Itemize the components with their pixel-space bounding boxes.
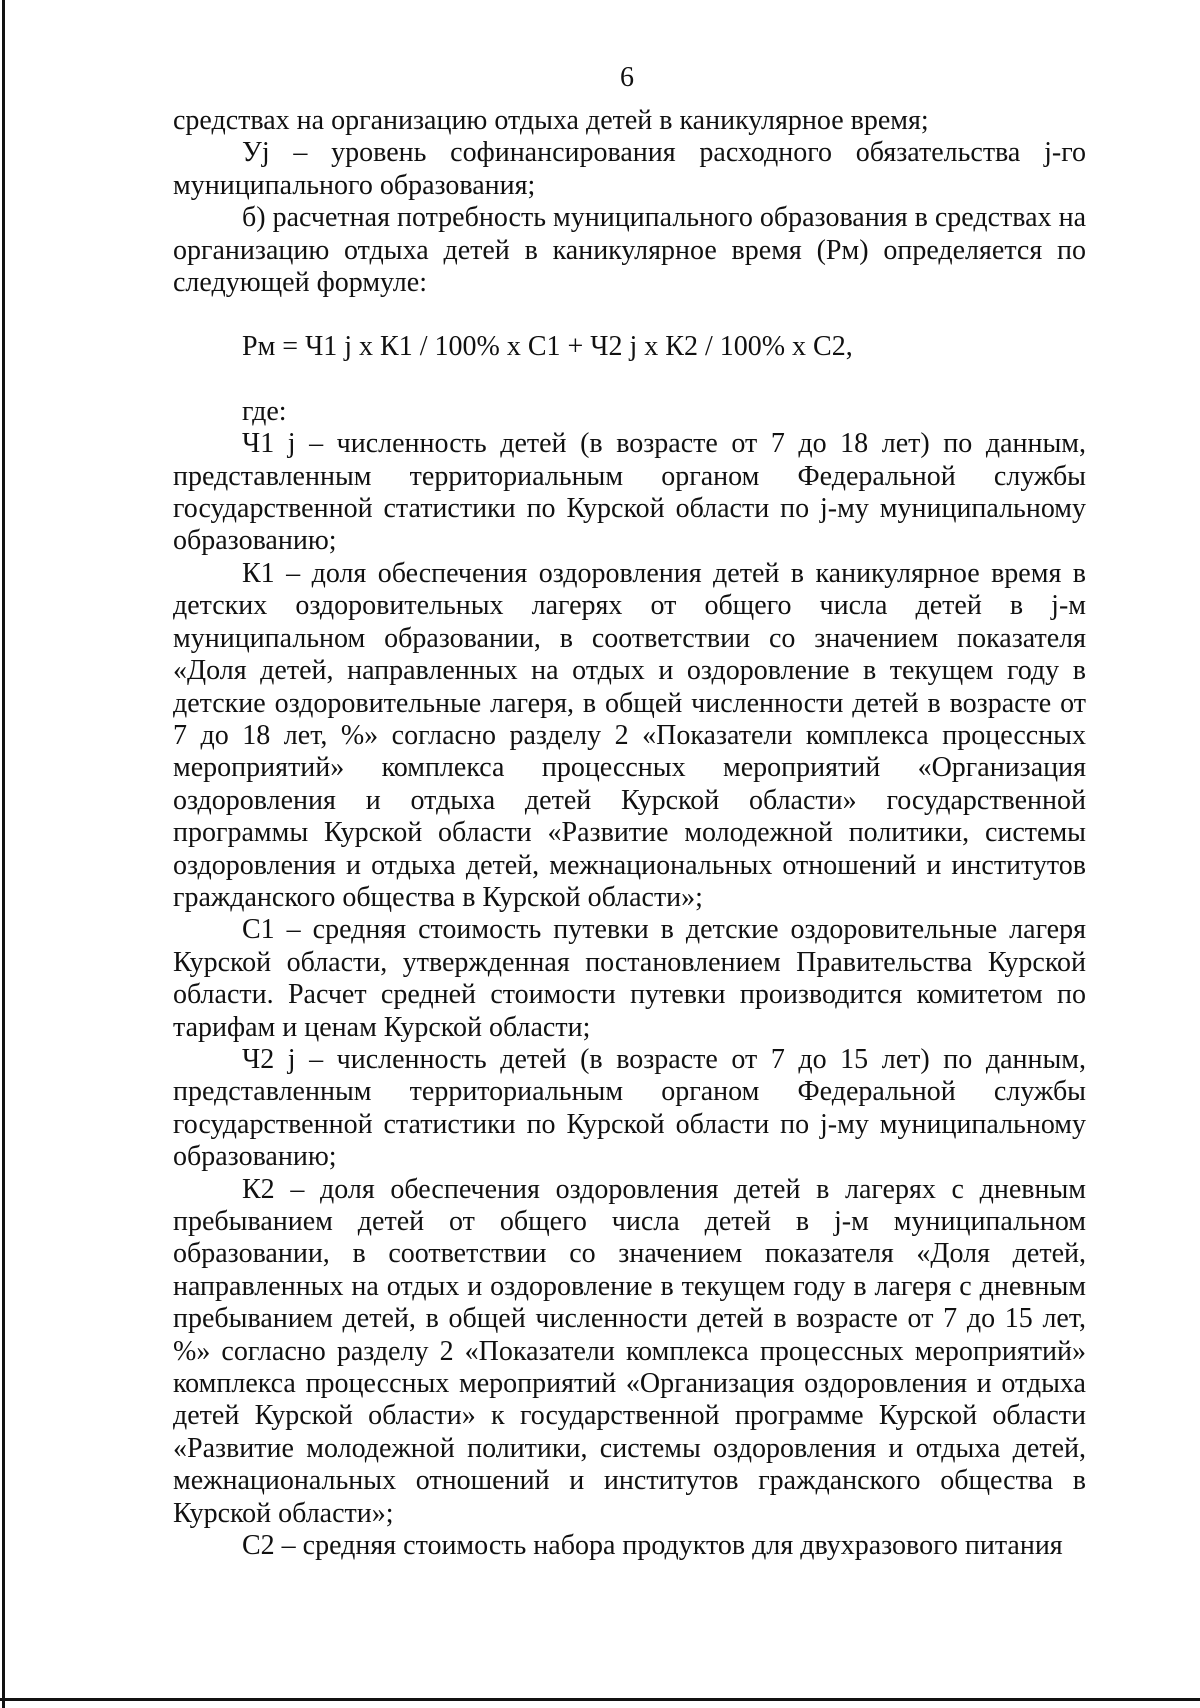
paragraph-k1-definition: К1 – доля обеспечения оздоровления детей в каникулярное время в детских оздоровительных лагерях от общего числа детей в j-м муниципальном образовании, в соответствии со значением показателя «Доля детей, направленных на отдых и оздоровление в текущем году в детские оздоровительные лагеря, в общей численности детей в возрасте от 7 до 18 лет, %» согласно разделу 2 «Показатели комплекса процессных мероприятий» комплекса процессных мероприятий «Организация оздоровления и отдыха детей Курской области» государственной программы Курской области «Развитие молодежной политики, системы оздоровления и отдыха детей, межнациональных отношений и институтов гражданского общества в Курской области»; — [173, 557, 1086, 913]
document-body — [173, 105, 1086, 1562]
page-number: 6 — [620, 62, 634, 93]
paragraph-c2-definition: С2 – средняя стоимость набора продуктов для двухразового питания — [242, 1530, 1063, 1562]
paragraph-continuation: средствах на организацию отдыха детей в каникулярное время; — [173, 105, 929, 136]
formula: Рм = Ч1 j х К1 / 100% х С1 + Ч2 j х К2 / 100% х С2, — [242, 331, 853, 363]
paragraph-ch1-definition: Ч1 j – численность детей (в возрасте от 7 до 18 лет) по данным, представленным территориальным органом Федеральной службы государственной статистики по Курской области по j-му муниципальному образованию; — [173, 428, 1086, 557]
paragraph-where: где: — [242, 395, 287, 427]
scan-left-border — [2, 0, 5, 1708]
paragraph-c1-definition: С1 – средняя стоимость путевки в детские оздоровительные лагеря Курской области, утвержденная постановлением Правительства Курской области. Расчет средней стоимости путевки производится комитетом по тарифам и ценам Курской области; — [173, 914, 1086, 1043]
paragraph-k2-definition: К2 – доля обеспечения оздоровления детей в лагерях с дневным пребыванием детей от общего числа детей в j-м муниципальном образовании, в соответствии со значением показателя «Доля детей, направленных на отдых и оздоровление в текущем году в лагеря с дневным пребыванием детей, в общей численности детей в возрасте от 7 до 15 лет, %» согласно разделу 2 «Показатели комплекса процессных мероприятий» комплекса процессных мероприятий «Организация оздоровления и отдыха детей Курской области» к государственной программе Курской области «Развитие молодежной политики, системы оздоровления и отдыха детей, межнациональных отношений и институтов гражданского общества в Курской области»; — [173, 1173, 1086, 1529]
paragraph-ch2-definition: Ч2 j – численность детей (в возрасте от 7 до 15 лет) по данным, представленным территориальным органом Федеральной службы государственной статистики по Курской области по j-му муниципальному образованию; — [173, 1043, 1086, 1173]
scan-bottom-border — [0, 1698, 1200, 1701]
paragraph-rm-intro: б) расчетная потребность муниципального образования в средствах на организацию отдыха детей в каникулярное время (Рм) определяется по следующей формуле: — [173, 202, 1086, 299]
paragraph-uj-definition: Уj – уровень софинансирования расходного обязательства j-го муниципального образования; — [173, 137, 1086, 201]
